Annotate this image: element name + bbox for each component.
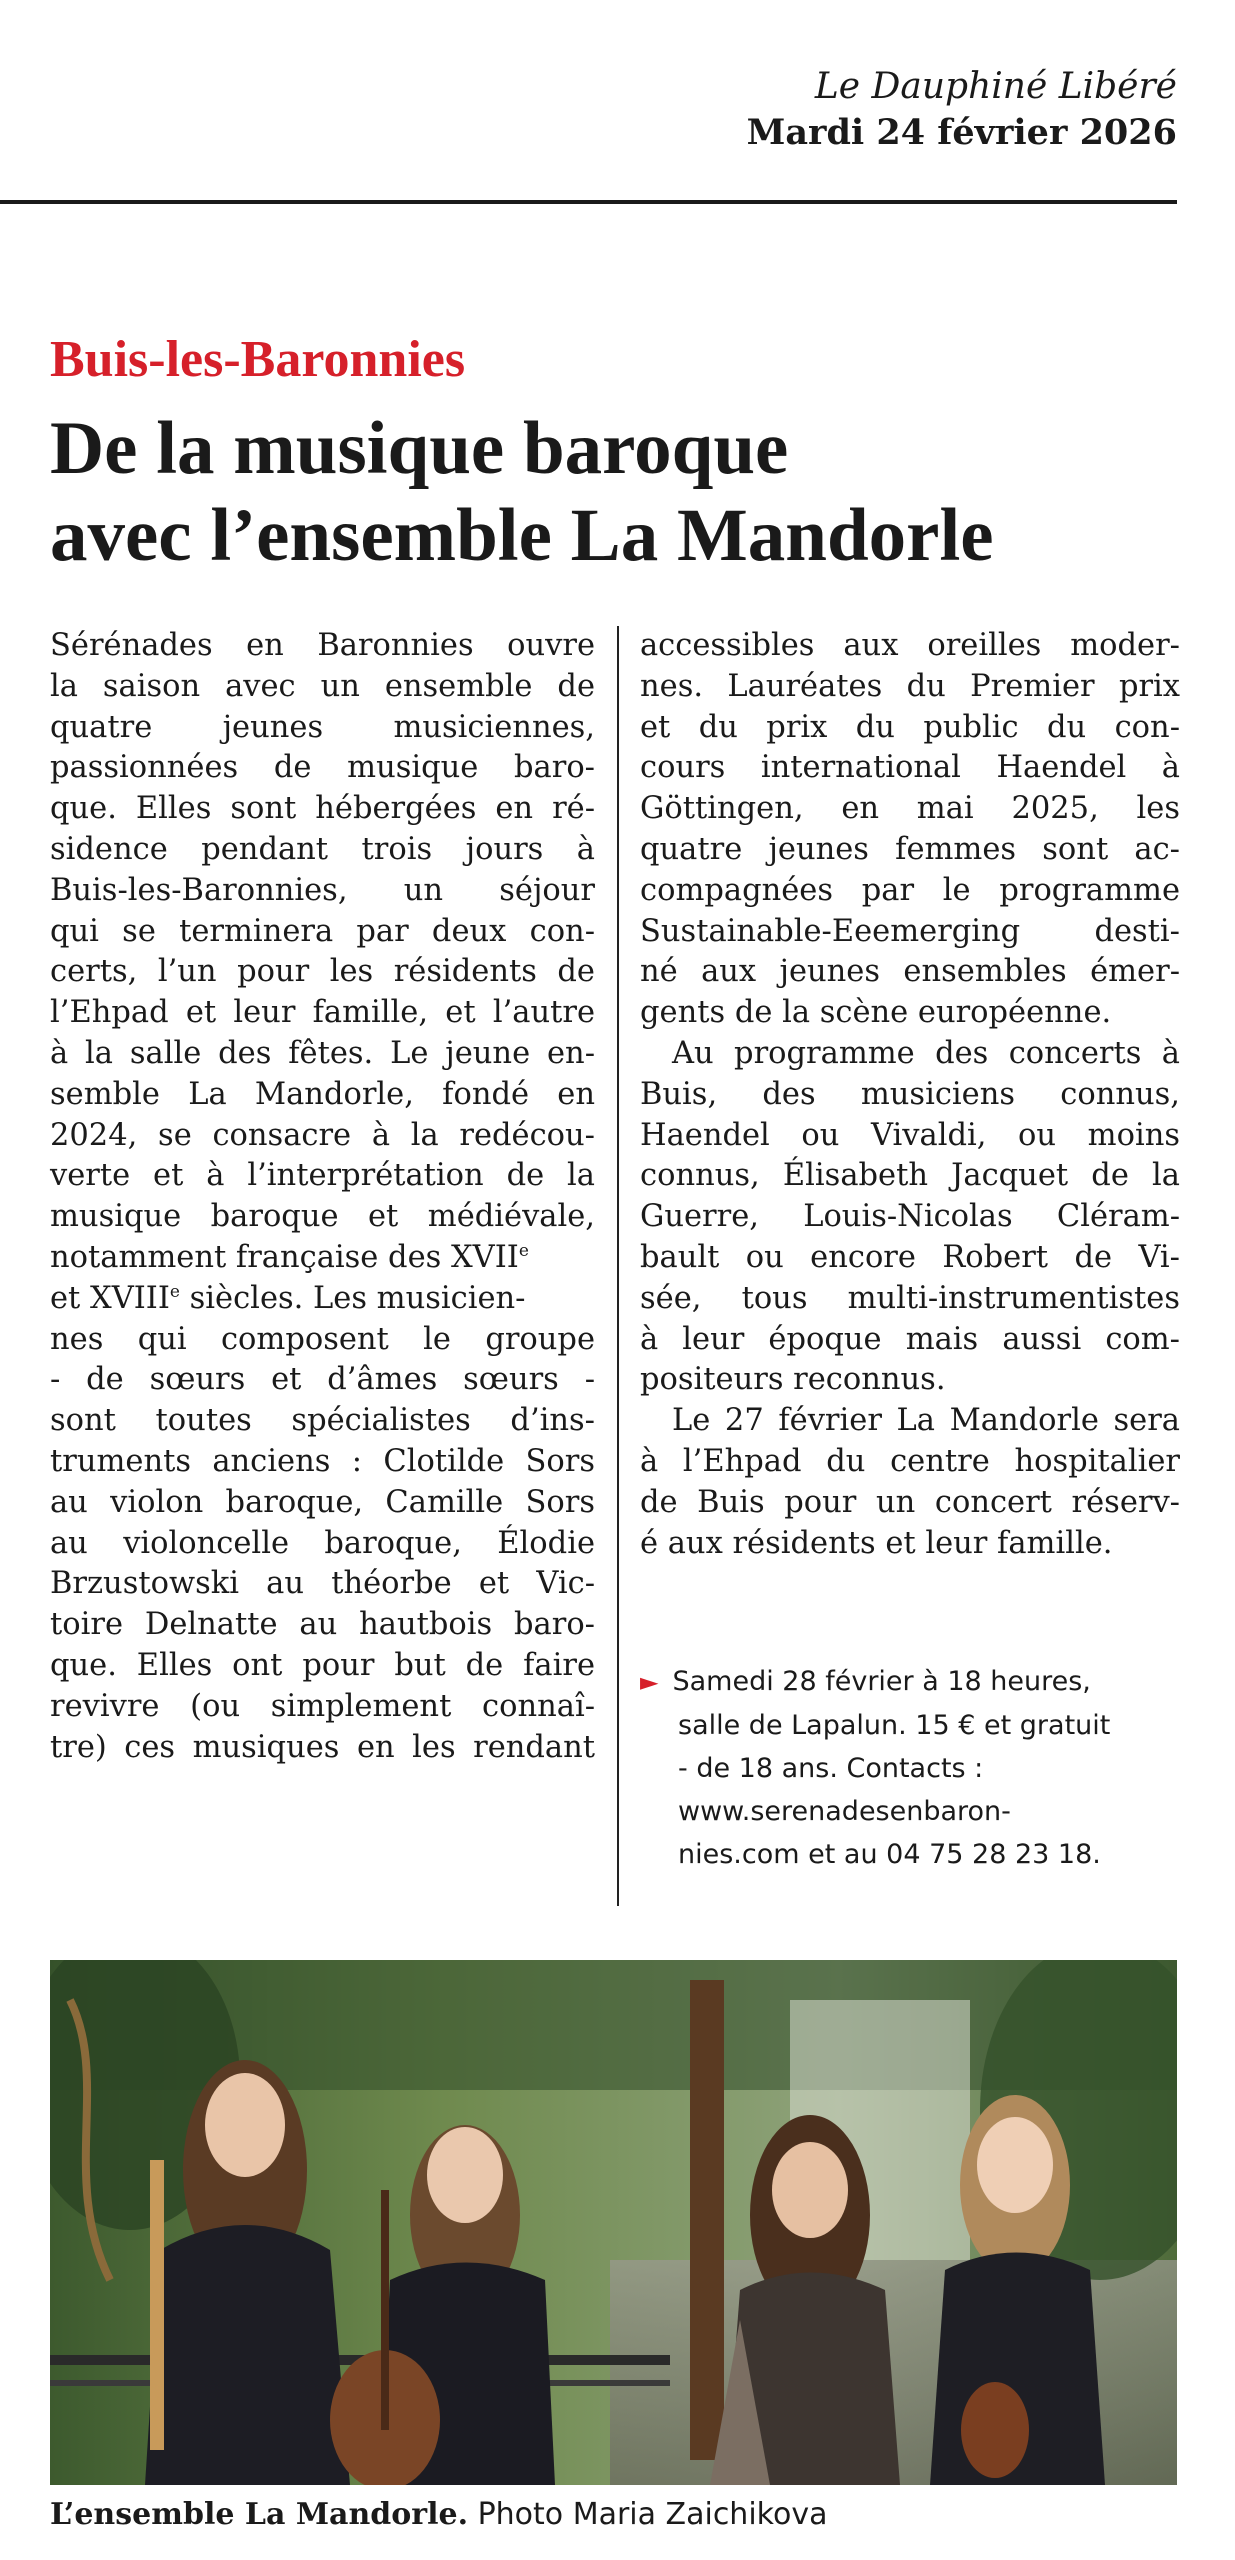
info-text: Samedi 28 février à 18 heures, — [672, 1666, 1091, 1697]
text-line: que. Elles ont pour but de faire — [50, 1647, 595, 1683]
article-headline — [50, 405, 1190, 579]
text-line: de Buis pour un concert réserv- — [640, 1484, 1180, 1520]
text-line: passionnées de musique baro- — [50, 750, 595, 786]
event-info-box — [640, 1660, 1180, 1876]
triangle-right-icon: ► — [640, 1668, 659, 1696]
text-line: à l’Ehpad du centre hospitalier — [640, 1443, 1180, 1479]
text-line — [50, 1279, 595, 1320]
text-line: accessibles aux oreilles moder- — [640, 628, 1180, 663]
text-line: qui se terminera par deux con- — [50, 913, 595, 949]
superscript: e — [169, 1281, 180, 1302]
text-line: é aux résidents et leur famille. — [640, 1525, 1113, 1561]
text-line: bault ou encore Robert de Vi- — [640, 1239, 1180, 1275]
header-rule — [0, 200, 1177, 204]
info-line — [640, 1660, 1180, 1704]
column-divider — [617, 626, 619, 1906]
text-line: Le 27 février La Mandorle sera — [672, 1403, 1180, 1439]
text-line: au violoncelle baroque, Élodie — [50, 1525, 595, 1561]
text-line: quatre jeunes musiciennes, — [50, 709, 595, 745]
newspaper-name: Le Dauphiné Libéré — [814, 66, 1177, 107]
text-fragment: siècles. Les musicien- — [179, 1280, 526, 1316]
text-line: revivre (ou simplement connaî- — [50, 1688, 595, 1724]
text-line: sidence pendant trois jours à — [50, 831, 595, 867]
text-line: Haendel ou Vivaldi, ou moins — [640, 1117, 1180, 1153]
text-line: quatre jeunes femmes sont ac- — [640, 831, 1180, 867]
article-column-right — [640, 626, 1180, 1564]
headline-line-2: avec l’ensemble La Mandorle — [50, 494, 994, 577]
info-line: salle de Lapalun. 15 € et gratuit — [678, 1710, 1111, 1741]
photo-caption — [50, 2495, 827, 2535]
text-line: Buis, des musiciens connus, — [640, 1076, 1180, 1112]
text-line: verte et à l’interprétation de la — [50, 1158, 595, 1194]
text-line — [50, 1238, 595, 1279]
text-line: gents de la scène européenne. — [640, 995, 1112, 1031]
text-line: l’Ehpad et leur famille, et l’autre — [50, 995, 595, 1031]
article-kicker: Buis-les-Baronnies — [50, 331, 466, 388]
info-link-url: www.serenadesenbaron- — [678, 1796, 1011, 1827]
superscript: e — [518, 1240, 529, 1261]
publication-date: Mardi 24 février 2026 — [746, 112, 1177, 153]
text-line: Brzustowski au théorbe et Vic- — [50, 1566, 595, 1602]
text-line: compagnées par le programme — [640, 872, 1180, 908]
info-line: - de 18 ans. Contacts : — [678, 1753, 984, 1784]
text-line: et du prix du public du con- — [640, 709, 1180, 745]
masthead — [577, 64, 1177, 156]
article-column-left — [50, 626, 595, 1768]
text-line: toire Delnatte au hautbois baro- — [50, 1607, 595, 1643]
text-line: positeurs reconnus. — [640, 1362, 946, 1398]
text-line: au violon baroque, Camille Sors — [50, 1484, 595, 1520]
text-line: sée, tous multi-instrumentistes — [640, 1280, 1180, 1316]
text-fragment: et XVIII — [50, 1280, 170, 1316]
text-line: Au programme des concerts à — [672, 1035, 1180, 1071]
text-line: sont toutes spécialistes d’ins- — [50, 1403, 595, 1439]
text-line: truments anciens : Clotilde Sors — [50, 1443, 595, 1479]
text-line: nes. Lauréates du Premier prix — [640, 668, 1180, 704]
text-line: né aux jeunes ensembles émer- — [640, 954, 1180, 990]
text-line: cours international Haendel à — [640, 750, 1180, 786]
text-line: 2024, se consacre à la redécou- — [50, 1117, 595, 1153]
text-line: - de sœurs et d’âmes sœurs - — [50, 1362, 595, 1398]
text-line: musique baroque et médiévale, — [50, 1199, 595, 1235]
text-line: la saison avec un ensemble de — [50, 668, 595, 704]
text-line: connus, Élisabeth Jacquet de la — [640, 1158, 1180, 1194]
text-line: certs, l’un pour les résidents de — [50, 954, 595, 990]
text-line: Sustainable-Eeemerging desti- — [640, 913, 1180, 949]
text-line: semble La Mandorle, fondé en — [50, 1076, 595, 1112]
text-line: à la salle des fêtes. Le jeune en- — [50, 1035, 595, 1071]
ensemble-photo-illustration — [50, 1960, 1177, 2485]
text-line: que. Elles sont hébergées en ré- — [50, 791, 595, 827]
info-line: nies.com et au 04 75 28 23 18. — [678, 1839, 1101, 1870]
photo-credit: Photo Maria Zaichikova — [477, 2497, 828, 2532]
text-line: Göttingen, en mai 2025, les — [640, 791, 1180, 827]
text-fragment: notamment française des XVII — [50, 1239, 519, 1275]
text-line: tre) ces musiques en les rendant — [50, 1729, 595, 1765]
ensemble-photo — [50, 1960, 1177, 2485]
text-line: Sérénades en Baronnies ouvre — [50, 628, 595, 663]
headline-line-1: De la musique baroque — [50, 407, 789, 490]
text-line: nes qui composent le groupe — [50, 1321, 595, 1357]
caption-title: L’ensemble La Mandorle. — [50, 2497, 469, 2532]
text-line: Guerre, Louis-Nicolas Cléram- — [640, 1199, 1180, 1235]
text-line: à leur époque mais aussi com- — [640, 1321, 1180, 1357]
text-line: Buis-les-Baronnies, un séjour — [50, 872, 595, 908]
